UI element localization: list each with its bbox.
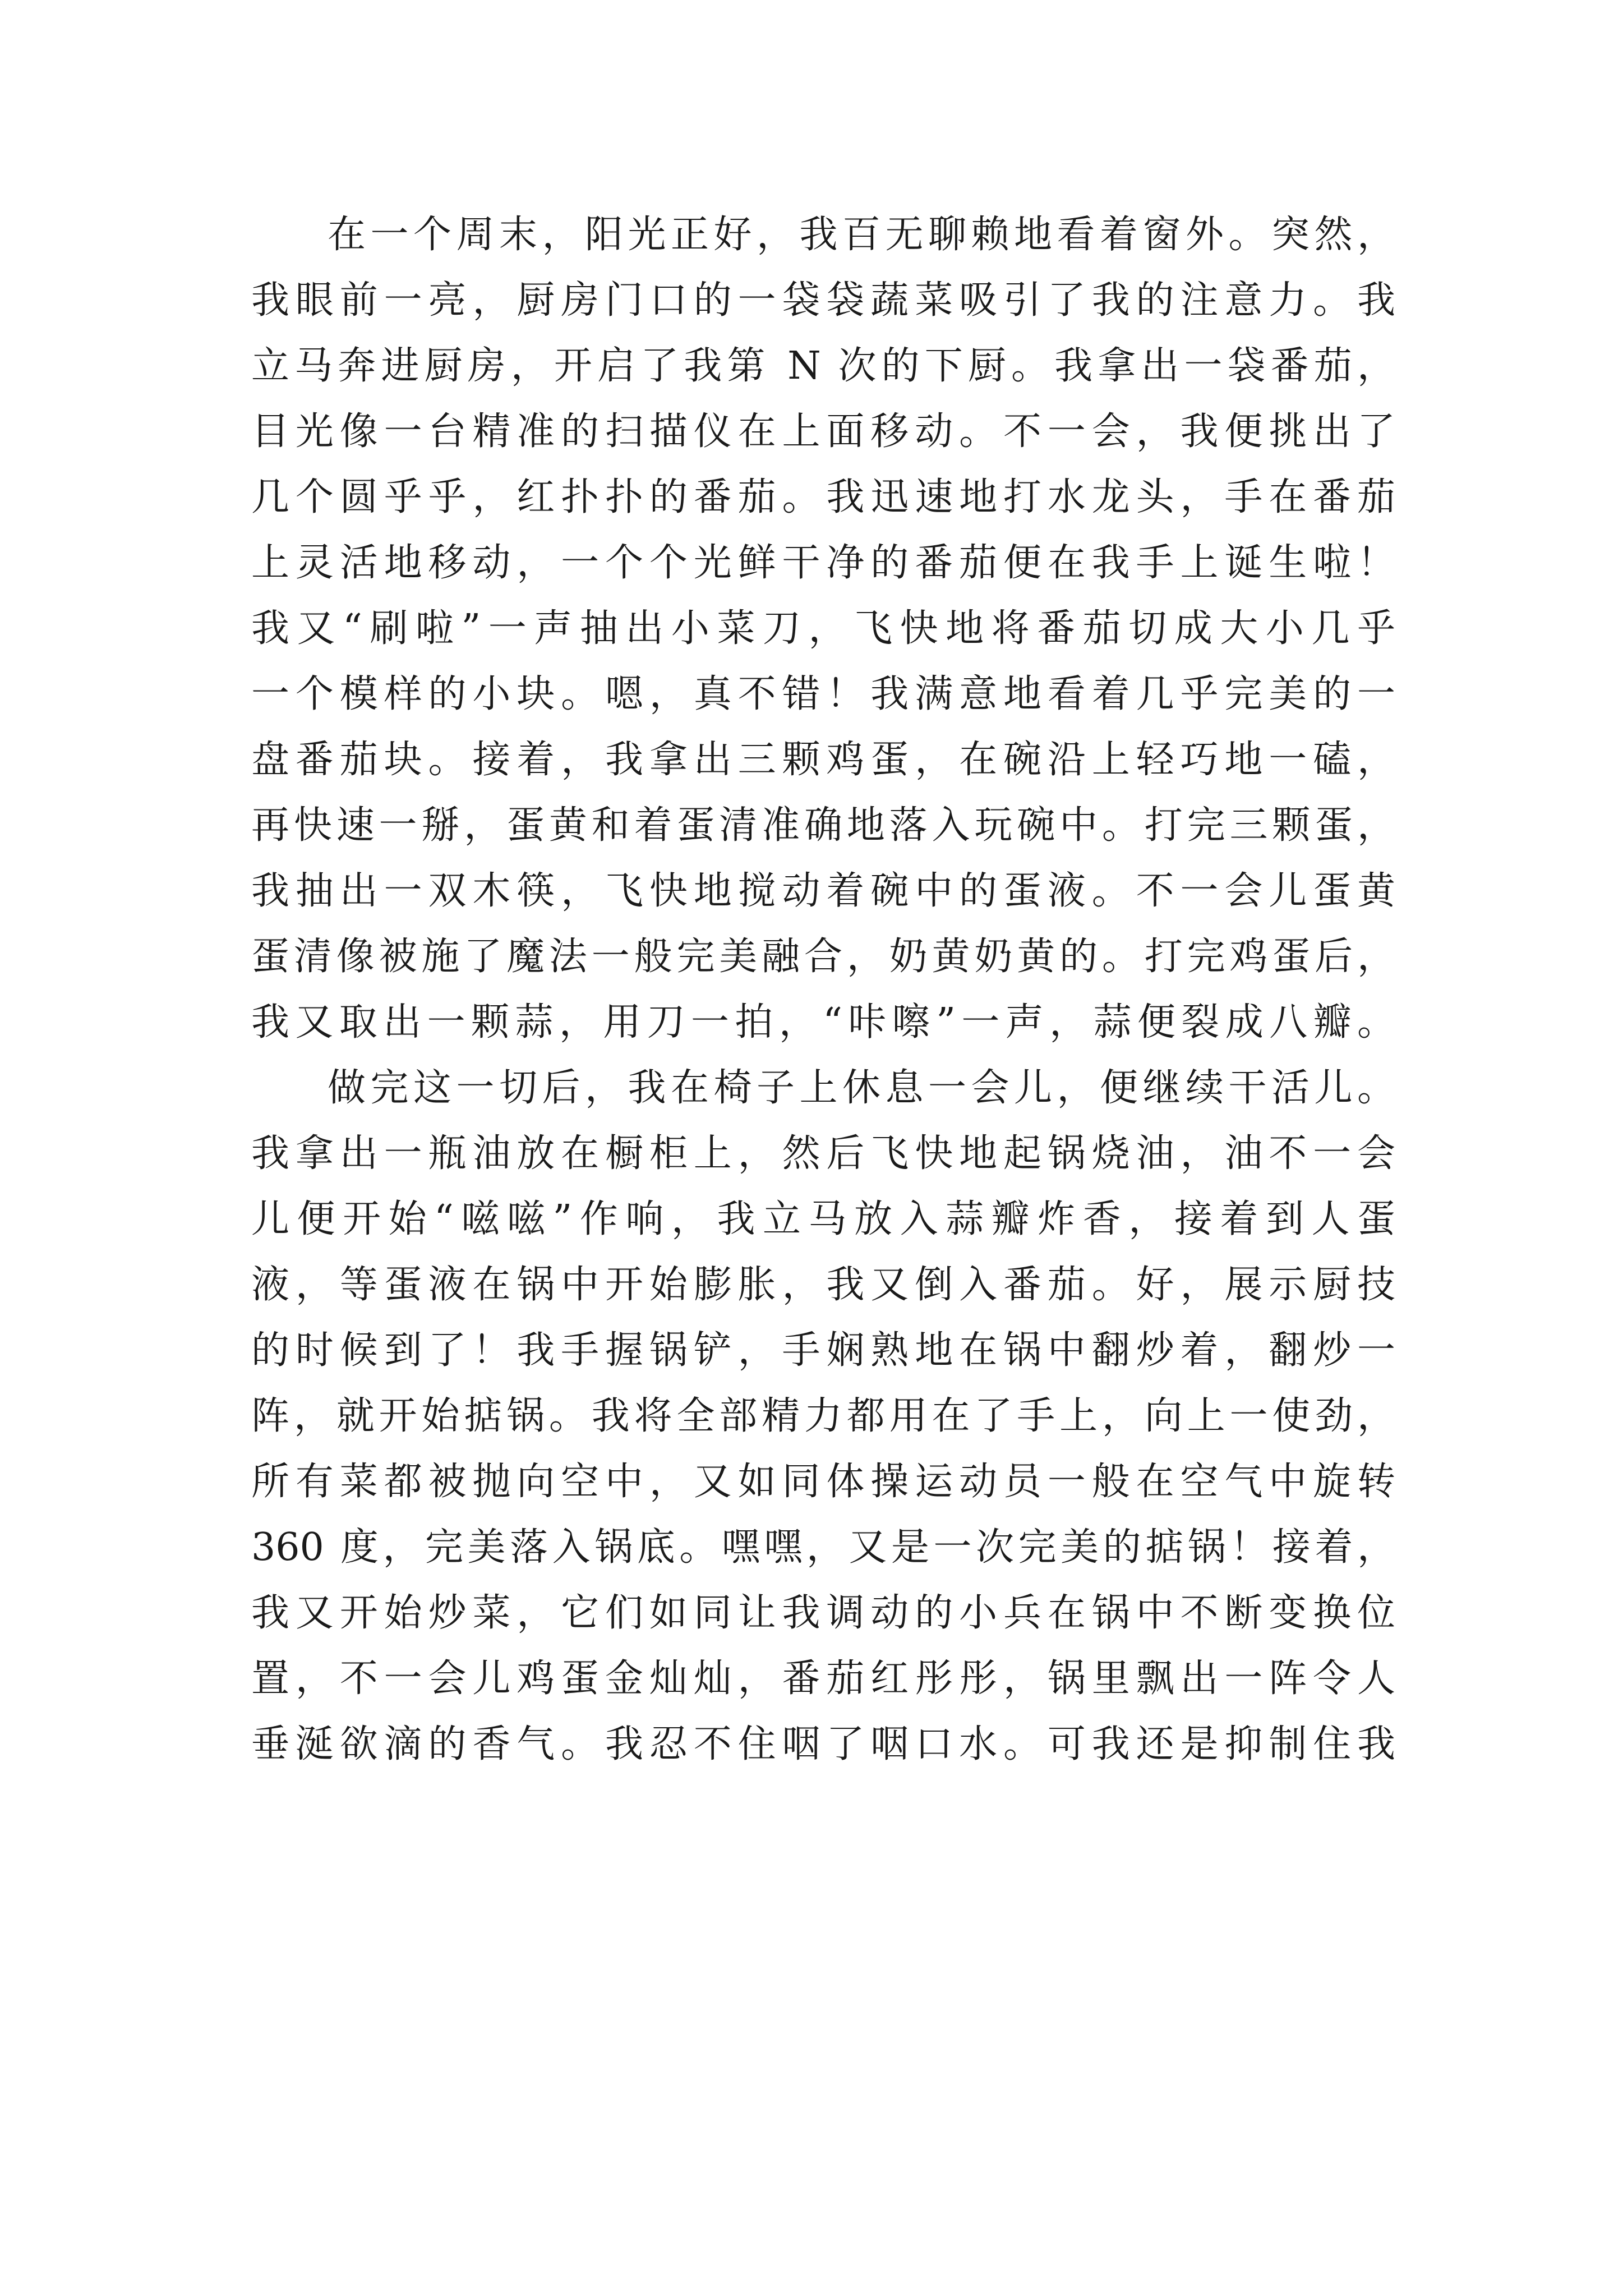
paragraph-2-line-11: 垂涎欲滴的香气。我忍不住咽了咽口水。可我还是抑制住我 — [251, 1722, 1395, 1766]
paragraph-2-line-3: 儿便开始“嗞嗞”作响，我立马放入蒜瓣炸香，接着到人蛋 — [251, 1197, 1395, 1241]
paragraph-1-line-9: 盘番茄块。接着，我拿出三颗鸡蛋，在碗沿上轻巧地一磕， — [251, 738, 1395, 782]
paragraph-2-line-5: 的时候到了！我手握锅铲，手娴熟地在锅中翻炒着，翻炒一 — [251, 1328, 1395, 1373]
paragraph-1-line-2: 我眼前一亮，厨房门口的一袋袋蔬菜吸引了我的注意力。我 — [251, 278, 1395, 323]
paragraph-1-line-3: 立马奔进厨房，开启了我第 N 次的下厨。我拿出一袋番茄， — [251, 344, 1395, 388]
paragraph-2-line-8: 360 度，完美落入锅底。嘿嘿，又是一次完美的掂锅！接着， — [251, 1525, 1395, 1570]
paragraph-2-line-2: 我拿出一瓶油放在橱柜上，然后飞快地起锅烧油，油不一会 — [251, 1131, 1395, 1176]
paragraph-2-line-9: 我又开始炒菜，它们如同让我调动的小兵在锅中不断变换位 — [251, 1591, 1395, 1635]
paragraph-1-line-10: 再快速一掰，蛋黄和着蛋清准确地落入玩碗中。打完三颗蛋， — [251, 803, 1395, 848]
paragraph-2-line-7: 所有菜都被抛向空中，又如同体操运动员一般在空气中旋转 — [251, 1460, 1395, 1504]
paragraph-1-line-5: 几个圆乎乎，红扑扑的番茄。我迅速地打水龙头，手在番茄 — [251, 475, 1395, 519]
paragraph-1-line-7: 我又“刷啦”一声抽出小菜刀，飞快地将番茄切成大小几乎 — [251, 606, 1395, 651]
paragraph-2-line-6: 阵，就开始掂锅。我将全部精力都用在了手上，向上一使劲， — [251, 1394, 1395, 1438]
paragraph-1-line-12: 蛋清像被施了魔法一般完美融合，奶黄奶黄的。打完鸡蛋后， — [251, 935, 1395, 979]
paragraph-1-line-6: 上灵活地移动，一个个光鲜干净的番茄便在我手上诞生啦！ — [251, 541, 1395, 585]
paragraph-1-line-1: 在一个周末，阳光正好，我百无聊赖地看着窗外。突然， — [328, 213, 1395, 257]
paragraph-2-line-1: 做完这一切后，我在椅子上休息一会儿，便继续干活儿。 — [328, 1066, 1395, 1110]
essay-body — [251, 202, 1395, 1777]
paragraph-2-line-4: 液，等蛋液在锅中开始膨胀，我又倒入番茄。好，展示厨技 — [251, 1263, 1395, 1307]
paragraph-1-line-11: 我抽出一双木筷，飞快地搅动着碗中的蛋液。不一会儿蛋黄 — [251, 869, 1395, 913]
paragraph-1-line-4: 目光像一台精准的扫描仪在上面移动。不一会，我便挑出了 — [251, 409, 1395, 454]
paragraph-2-line-10: 置，不一会儿鸡蛋金灿灿，番茄红彤彤，锅里飘出一阵令人 — [251, 1657, 1395, 1701]
paragraph-1-line-8: 一个模样的小块。嗯，真不错！我满意地看着几乎完美的一 — [251, 672, 1395, 716]
paragraph-1-line-13: 我又取出一颗蒜，用刀一拍，“咔嚓”一声，蒜便裂成八瓣。 — [251, 1000, 1395, 1045]
